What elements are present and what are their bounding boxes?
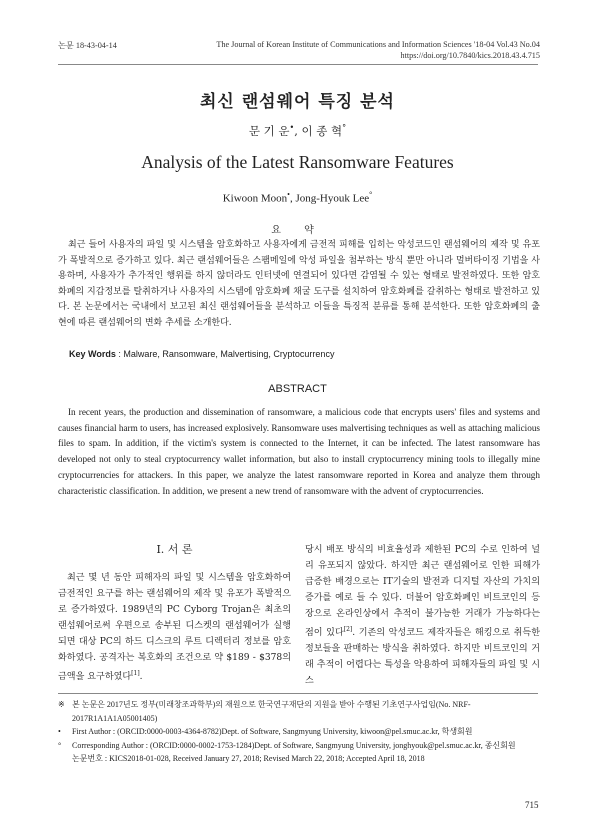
doi-link[interactable]: https://doi.org/10.7840/kics.2018.43.4.715 bbox=[400, 51, 540, 60]
footnote-rule bbox=[58, 693, 538, 694]
keywords-label: Key Words bbox=[69, 349, 116, 359]
abstract-korean-heading: 요 약 bbox=[271, 225, 324, 236]
abstract-english-heading: ABSTRACT bbox=[268, 383, 327, 395]
abstract-english: In recent years, the production and dissemination of ransomware, a malicious code that encrypts users' files and systems and causes financial harm to users, has increased explosively. Ransomware uses malvertising techniques as well as attaching malicious files to spam. In addition, if the victim's system is connected to the Internet, it can be infected. The latest ransomware has developed not only to steal cryptocurrency wallet information, but also to install cryptocurrency mining tools to illegally mine cryptocurrencies for attackers. In this paper, we analyze the latest ransomware reported in Korea and analyze them through characteristic classification. In addition, we present a new trend of ransomware with the advent of cryptocurrencies. bbox=[58, 407, 540, 496]
authors-korean: 문 기 운•, 이 종 혁° bbox=[248, 123, 347, 138]
intro-column-left: 최근 몇 년 동안 피해자의 파일 및 시스템을 암호화하여 금전적인 요구를 하는 랜섬웨어의 제작 및 유포가 폭발적으로 증가하였다. 1989년의 PC Cyborg Trojan은 최초의 랜섬웨어로써 우편으로 송부된 디스켓의 랜섬웨어가 실행되면 대상 PC의 하드 디스크의 루트 디렉터리 정보를 암호화하였다. 공격자는 복호화의 조건으로 약 $189 - $378의 금액을 요구하였다[1]. bbox=[58, 573, 291, 683]
footnote-paper-number: 논문번호 : KICS2018-01-028, Received January 27, 2018; Revised March 22, 2018; Accepted April 18, 2018 bbox=[72, 754, 425, 764]
footnote-corresponding-author: ° Corresponding Author : (ORCID:0000-0002-1753-1284)Dept. of Software, Sangmyung University, jonghyouk@pel.smuc.ac.kr, 종신회원 bbox=[58, 740, 516, 750]
title-korean: 최신 랜섬웨어 특징 분석 bbox=[200, 92, 395, 112]
keywords bbox=[69, 349, 334, 359]
title-english: Analysis of the Latest Ransomware Features bbox=[141, 152, 454, 172]
authors-english: Kiwoon Moon•, Jong-Hyouk Lee° bbox=[222, 190, 373, 205]
paper-id: 논문 18-43-04-14 bbox=[58, 41, 117, 50]
journal-name: The Journal of Korean Institute of Communications and Information Sciences '18-04 Vol.43 No.04 bbox=[216, 40, 540, 49]
footnote-first-author: • First Author : (ORCID:0000-0003-4364-8782)Dept. of Software, Sangmyung University, kiwoon@pel.smuc.ac.kr, 학생회원 bbox=[58, 727, 473, 737]
abstract-korean: 최근 들어 사용자의 파일 및 시스템을 암호화하고 사용자에게 금전적 피해를 입히는 악성코드인 랜섬웨어의 제작 및 유포가 폭발적으로 증가하고 있다. 최근 랜섬웨어들은 스팸메일에 악성 파일을 첨부하는 방식 뿐만 아니라 멀버타이징 기법을 사용하며, 사용자가 추가적인 행위를 하지 않더라도 인터넷에 연결되어 있다면 감염될 수 있는 형태로 발전하였다. 또한 암호화폐의 지갑정보를 탈취하거나 사용자의 시스템에 암호화폐 채굴 도구를 설치하여 암호화폐를 갈취하는 형태로 발전하고 있다. 본 논문에서는 국내에서 보고된 최신 랜섬웨어들을 분석하고 이들을 특징적 분류를 통해 분석한다. 또한 암호화폐의 출현에 따른 랜섬웨어의 변화 추세를 소개한다. bbox=[58, 240, 540, 328]
keywords-text: : Malware, Ransomware, Malvertising, Cryptocurrency bbox=[118, 349, 335, 359]
citation-ref: [2] bbox=[343, 626, 353, 633]
footnotes bbox=[58, 698, 544, 766]
citation-ref: [1] bbox=[131, 670, 140, 677]
intro-column-right: 당시 배포 방식의 비효율성과 제한된 PC의 수로 인하여 널리 유포되지 않았다. 하지만 최근 랜섬웨어로 인한 피해가 급증한 배경으로는 IT기술의 발전과 디지털 자산의 가치의 증가를 예로 들 수 있다. 더불어 암호화폐인 비트코인의 등장으로 온라인상에서 추적이 불가능한 거래가 가능하다는 점이 있다[2]. 기존의 악성코드 제작자들은 해킹으로 취득한 정보들을 판매하는 방식을 취하였다. 하지만 비트코인의 거래 추적이 어렵다는 특성을 악용하여 피해자들의 파일 및 시스 bbox=[305, 545, 540, 687]
header-rule bbox=[58, 64, 538, 65]
section-heading-introduction: Ⅰ. 서 론 bbox=[156, 543, 193, 556]
page-number: 715 bbox=[525, 800, 539, 810]
footnote-funding: ※ 본 논문은 2017년도 정부(미래창조과학부)의 재원으로 한국연구재단의 지원을 받아 수행된 기초연구사업임(No. NRF-2017R1A1A1A05001405) bbox=[58, 700, 471, 723]
